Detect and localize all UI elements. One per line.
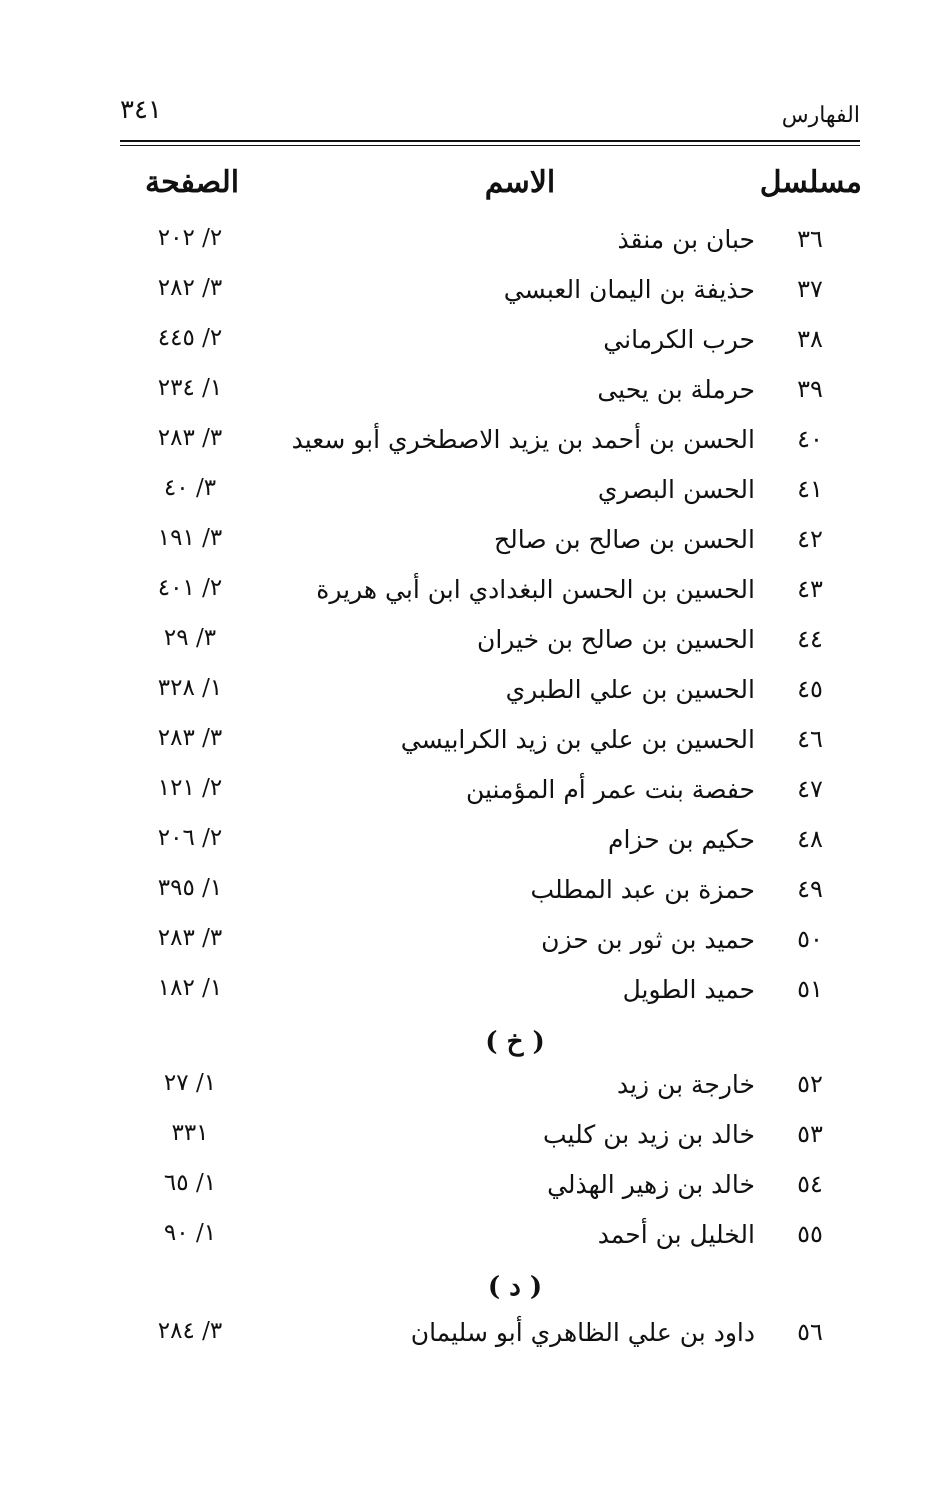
entry-name: خارجة بن زيد bbox=[616, 1070, 755, 1099]
entry-page: ٢/ ٤٤٥ bbox=[157, 325, 223, 351]
entry-serial: ٣٨ bbox=[797, 325, 823, 353]
entry-page: ٣/ ٢٨٣ bbox=[157, 425, 223, 451]
index-row bbox=[0, 1120, 950, 1168]
index-row bbox=[0, 425, 950, 473]
index-row bbox=[0, 675, 950, 723]
entry-page: ١/ ٢٧ bbox=[163, 1070, 217, 1096]
entry-serial: ٤٩ bbox=[797, 875, 823, 903]
entry-name: حمزة بن عبد المطلب bbox=[530, 875, 755, 904]
entry-page: ٣/ ٢٨٤ bbox=[157, 1318, 223, 1344]
entry-name: حميد بن ثور بن حزن bbox=[541, 925, 755, 954]
page-number: ٣٤١ bbox=[120, 95, 162, 125]
entry-page: ٣/ ٢٩ bbox=[163, 625, 217, 651]
entry-page: ١/ ١٨٢ bbox=[157, 975, 223, 1001]
index-row bbox=[0, 975, 950, 1023]
entry-page: ٢/ ٢٠٦ bbox=[157, 825, 223, 851]
header-rule-thin bbox=[120, 145, 860, 146]
index-row bbox=[0, 1318, 950, 1366]
header-rule-thick bbox=[120, 140, 860, 142]
index-row bbox=[0, 225, 950, 273]
section-heading-kha: ( خ ) bbox=[485, 1027, 545, 1057]
entry-name: حبان بن منقذ bbox=[617, 225, 755, 254]
entry-name: حكيم بن حزام bbox=[608, 825, 755, 854]
entry-page: ١/ ٢٣٤ bbox=[157, 375, 223, 401]
column-header-serial: مسلسل bbox=[759, 165, 862, 200]
entry-serial: ٤٨ bbox=[797, 825, 823, 853]
entry-serial: ٣٩ bbox=[797, 375, 823, 403]
entry-page: ١/ ٩٠ bbox=[163, 1220, 217, 1246]
entry-name: الحسن البصري bbox=[597, 475, 755, 504]
index-row bbox=[0, 325, 950, 373]
entry-name: حرب الكرماني bbox=[603, 325, 755, 354]
entry-page: ٣/ ١٩١ bbox=[157, 525, 223, 551]
entry-serial: ٥٢ bbox=[797, 1070, 823, 1098]
index-row bbox=[0, 525, 950, 573]
entry-serial: ٤٥ bbox=[797, 675, 823, 703]
entry-page: ٣٣١ bbox=[171, 1120, 209, 1146]
index-row bbox=[0, 775, 950, 823]
entry-serial: ٥٠ bbox=[797, 925, 823, 953]
index-row bbox=[0, 1170, 950, 1218]
entry-serial: ٥١ bbox=[797, 975, 823, 1003]
running-header bbox=[120, 95, 860, 135]
index-row bbox=[0, 275, 950, 323]
entry-serial: ٤٢ bbox=[797, 525, 823, 553]
entry-serial: ٤٦ bbox=[797, 725, 823, 753]
entry-page: ١/ ٣٩٥ bbox=[157, 875, 223, 901]
entry-name: حذيفة بن اليمان العبسي bbox=[503, 275, 755, 304]
entry-name: خالد بن زهير الهذلي bbox=[547, 1170, 755, 1199]
section-title: الفهارس bbox=[781, 103, 860, 128]
index-row bbox=[0, 925, 950, 973]
entry-name: الحسين بن صالح بن خيران bbox=[476, 625, 755, 654]
index-row bbox=[0, 575, 950, 623]
entry-name: حرملة بن يحيى bbox=[597, 375, 755, 404]
entry-name: الخليل بن أحمد bbox=[597, 1220, 755, 1249]
section-heading-dal: ( د ) bbox=[487, 1272, 543, 1302]
entry-name: حميد الطويل bbox=[622, 975, 755, 1004]
entry-name: الحسين بن علي بن زيد الكرابيسي bbox=[400, 725, 755, 754]
column-header-name: الاسم bbox=[484, 165, 556, 200]
entry-serial: ٤٧ bbox=[797, 775, 823, 803]
entry-serial: ٤١ bbox=[797, 475, 823, 503]
entry-page: ٣/ ٤٠ bbox=[163, 475, 217, 501]
index-row bbox=[0, 1070, 950, 1118]
entry-name: الحسن بن صالح بن صالح bbox=[494, 525, 755, 554]
entry-name: الحسين بن علي الطبري bbox=[505, 675, 755, 704]
entry-page: ٢/ ١٢١ bbox=[157, 775, 223, 801]
entry-name: خالد بن زيد بن كليب bbox=[543, 1120, 755, 1149]
entry-serial: ٤٤ bbox=[797, 625, 823, 653]
entry-serial: ٤٠ bbox=[797, 425, 823, 453]
entry-page: ١/ ٦٥ bbox=[163, 1170, 217, 1196]
index-row bbox=[0, 375, 950, 423]
index-row bbox=[0, 875, 950, 923]
entry-serial: ٥٥ bbox=[797, 1220, 823, 1248]
entry-page: ٣/ ٢٨٢ bbox=[157, 275, 223, 301]
entry-name: الحسين بن الحسن البغدادي ابن أبي هريرة bbox=[316, 575, 755, 604]
index-row bbox=[0, 475, 950, 523]
entry-page: ٣/ ٢٨٣ bbox=[157, 925, 223, 951]
entry-name: داود بن علي الظاهري أبو سليمان bbox=[410, 1318, 755, 1347]
entry-serial: ٣٧ bbox=[797, 275, 823, 303]
entry-serial: ٥٦ bbox=[797, 1318, 823, 1346]
index-row bbox=[0, 725, 950, 773]
entry-page: ٢/ ٤٠١ bbox=[157, 575, 223, 601]
entry-page: ١/ ٣٢٨ bbox=[157, 675, 223, 701]
entry-serial: ٣٦ bbox=[797, 225, 823, 253]
entry-name: الحسن بن أحمد بن يزيد الاصطخري أبو سعيد bbox=[291, 425, 755, 454]
entry-serial: ٥٤ bbox=[797, 1170, 823, 1198]
index-row bbox=[0, 625, 950, 673]
entry-name: حفصة بنت عمر أم المؤمنين bbox=[465, 775, 755, 804]
entry-page: ٣/ ٢٨٣ bbox=[157, 725, 223, 751]
column-header-page: الصفحة bbox=[145, 165, 240, 200]
entry-serial: ٤٣ bbox=[797, 575, 823, 603]
entry-page: ٢/ ٢٠٢ bbox=[157, 225, 223, 251]
index-row bbox=[0, 1220, 950, 1268]
index-row bbox=[0, 825, 950, 873]
entry-serial: ٥٣ bbox=[797, 1120, 823, 1148]
